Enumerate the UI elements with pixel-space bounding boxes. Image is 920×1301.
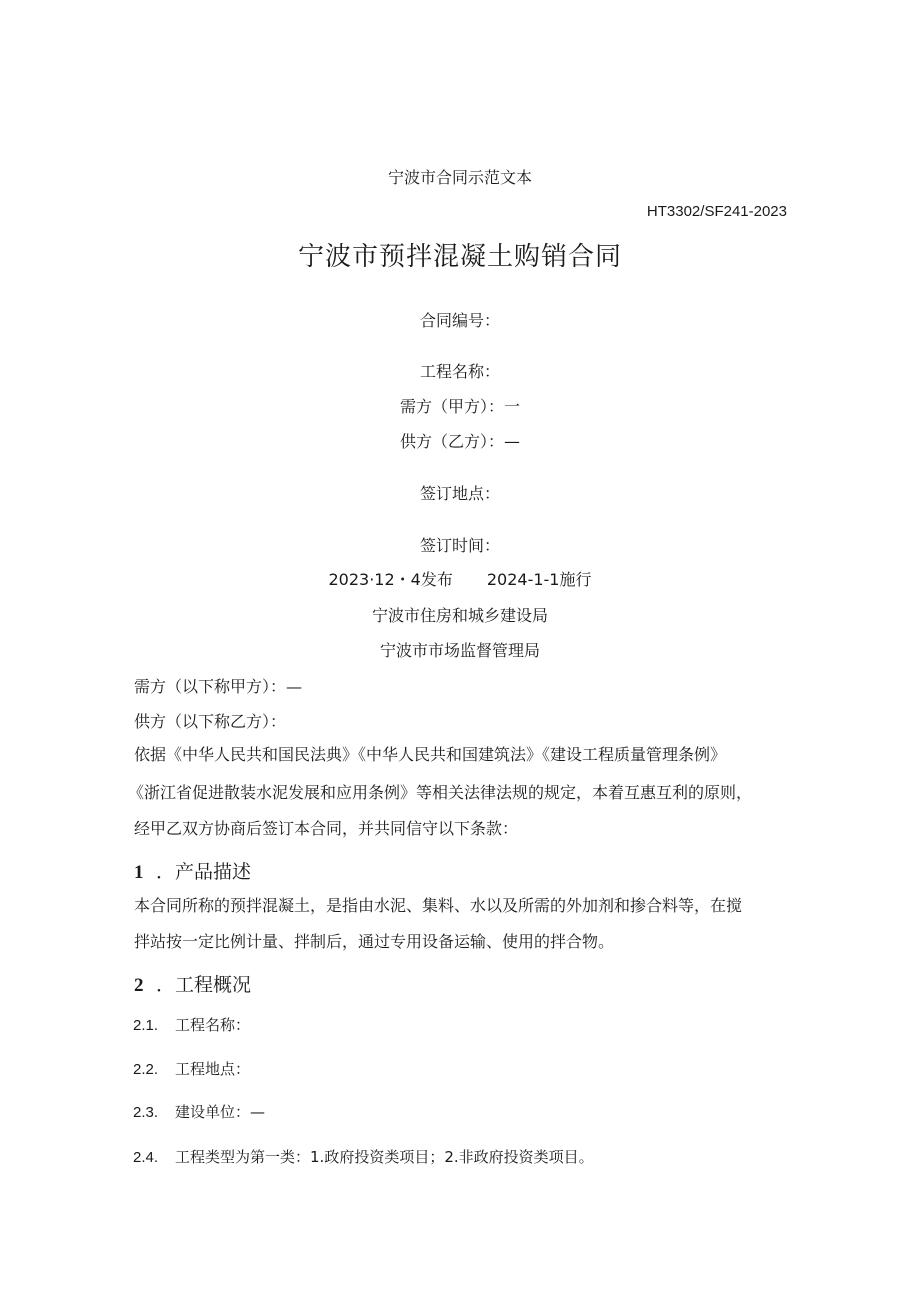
project-name-field: 工程名称： <box>419 362 500 381</box>
item-text: 工程类型为第一类：1.政府投资类项目；2.非政府投资类项目。 <box>175 1148 594 1166</box>
section-2-item <box>133 1058 250 1079</box>
item-number: 2.1. <box>133 1017 159 1034</box>
section-1-line-1: 本合同所称的预拌混凝土，是指由水泥、集料、水以及所需的外加剂和掺合料等，在搅 <box>134 896 743 915</box>
item-text: 建设单位：— <box>175 1103 266 1121</box>
document-code: HT3302/SF241-2023 <box>646 203 787 220</box>
section-1-heading <box>134 857 251 884</box>
item-number: 2.4. <box>133 1149 159 1166</box>
section-2-item <box>133 1146 594 1167</box>
section-2-item <box>133 1014 250 1035</box>
contract-number-field: 合同编号： <box>419 311 500 330</box>
effective-date: 2024-1-1施行 <box>486 570 592 589</box>
sign-place-field: 签订地点： <box>419 484 500 503</box>
publication-dates <box>0 567 920 590</box>
issuer-housing-bureau: 宁波市住房和城乡建设局 <box>371 606 548 625</box>
document-title: 宁波市预拌混凝土购销合同 <box>297 242 622 272</box>
issuer-market-bureau: 宁波市市场监督管理局 <box>379 641 540 660</box>
item-text: 工程地点： <box>175 1060 251 1078</box>
buyer-party-line: 需方（以下称甲方）：— <box>134 677 303 696</box>
section-1-title: ．产品描述 <box>156 861 252 883</box>
section-2-item <box>133 1101 265 1122</box>
preamble-line-3: 经甲乙双方协商后签订本合同，并共同信守以下条款： <box>134 819 519 838</box>
sign-time-field: 签订时间： <box>419 536 500 555</box>
section-2-title: ．工程概况 <box>156 974 252 996</box>
item-number: 2.3. <box>133 1104 159 1121</box>
section-1-line-2: 拌站按一定比例计量、拌制后，通过专用设备运输、使用的拌合物。 <box>134 932 615 951</box>
item-text: 工程名称： <box>175 1016 251 1034</box>
published-date: 2023·12・4发布 <box>328 570 453 589</box>
buyer-field: 需方（甲方）：一 <box>399 397 520 416</box>
section-1-number: 1 <box>134 862 144 883</box>
supplier-field: 供方（乙方）：— <box>399 432 520 451</box>
item-number: 2.2. <box>133 1061 159 1078</box>
section-2-number: 2 <box>134 975 144 996</box>
section-2-heading <box>134 970 251 997</box>
preamble-line-2: 《浙江省促进散装水泥发展和应用条例》等相关法律法规的规定，本着互惠互利的原则， <box>128 783 753 802</box>
preamble-line-1: 依据《中华人民共和国民法典》《中华人民共和国建筑法》《建设工程质量管理条例》 <box>134 745 727 764</box>
series-label: 宁波市合同示范文本 <box>387 168 532 187</box>
supplier-party-line: 供方（以下称乙方）： <box>134 712 287 731</box>
